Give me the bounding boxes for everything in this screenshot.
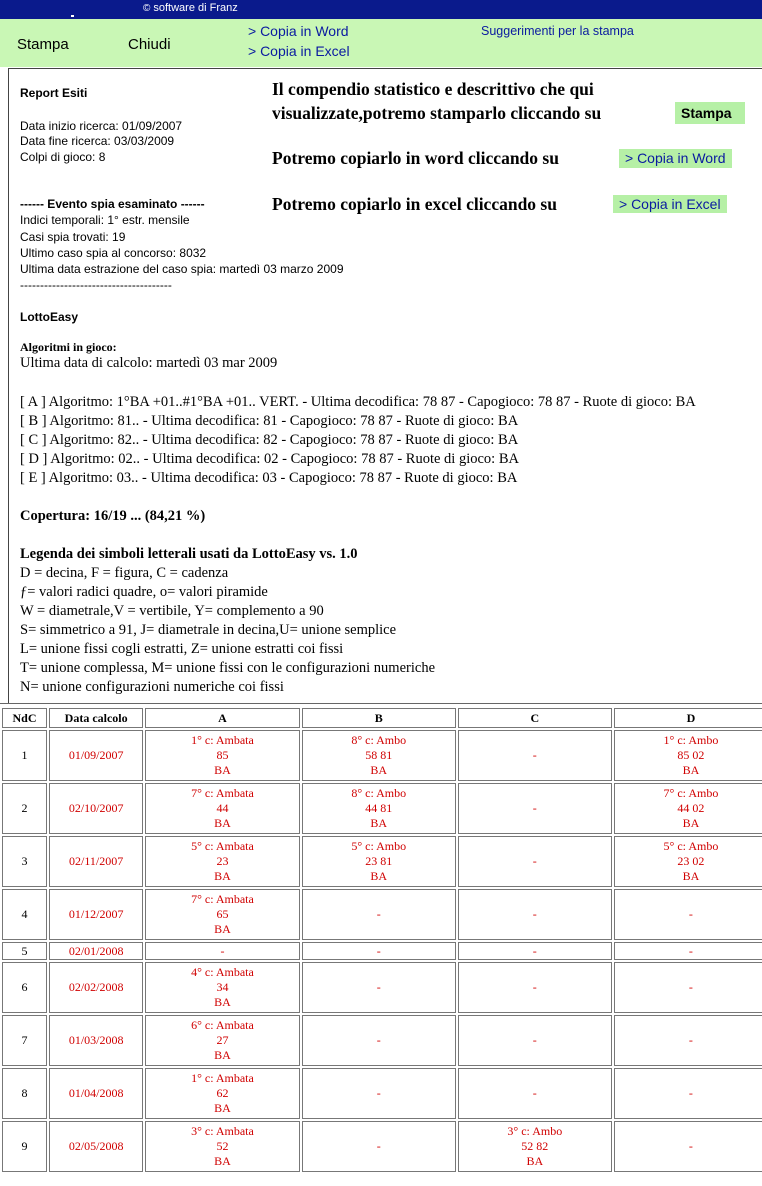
table-row [2,783,762,834]
app-name: LottoEasy [20,310,79,324]
cell-b-line: 8° c: Ambo [351,786,407,800]
cell-d-line: BA [682,816,700,830]
cell-b-line: BA [370,763,388,777]
cell-d-line: 5° c: Ambo [663,839,719,853]
info-line-1b: visualizzate,potremo stamparlo cliccando su [272,103,602,123]
cell-b-line: - [376,943,381,958]
cell-d-line: - [688,1033,693,1047]
cell-d-line: BA [682,869,700,883]
info-stampa-button[interactable]: Stampa [675,102,745,124]
info-line-3: Potremo copiarlo in excel cliccando su [272,194,557,214]
cell-c [458,1068,612,1119]
results-table-wrap [0,706,762,1174]
cell-a-line: BA [214,1101,231,1115]
cell-c-line: 3° c: Ambo [507,1124,563,1138]
cell-date: 01/12/2007 [49,889,143,940]
cell-ndc: 9 [2,1121,47,1172]
cell-c [458,1121,612,1172]
cell-a-line: 1° c: Ambata [191,733,254,747]
cell-c-line: - [532,748,537,762]
cell-ndc: 3 [2,836,47,887]
cell-date: 02/02/2008 [49,962,143,1013]
cell-a [145,1121,299,1172]
cell-b-line: - [376,980,381,994]
algoritmi-header: Algoritmi in gioco: [20,340,117,354]
cell-d [614,1068,762,1119]
cell-d-line: - [688,1139,693,1153]
info-word-button[interactable]: > Copia in Word [619,149,732,168]
cell-b-line: 23 81 [365,854,393,868]
cell-d [614,942,762,960]
cell-d-line: - [688,907,693,921]
cell-c [458,962,612,1013]
cell-a-line: 7° c: Ambata [191,892,254,906]
cell-c-line: - [532,1086,537,1100]
cell-d [614,889,762,940]
cell-c [458,942,612,960]
cell-date: 01/04/2008 [49,1068,143,1119]
indici-temporali: Indici temporali: 1° estr. mensile [20,213,190,227]
cell-b-line: 5° c: Ambo [351,839,407,853]
algoritmo-line: [ C ] Algoritmo: 82.. - Ultima decodifica: 82 - Capogioco: 78 87 - Ruote di gioco: BA [20,432,519,448]
cell-a-line: 52 [216,1139,229,1153]
cell-b [302,783,456,834]
cell-c-line: - [532,943,537,958]
cell-b-line: 8° c: Ambo [351,733,407,747]
cell-d [614,836,762,887]
table-row [2,836,762,887]
cell-d [614,783,762,834]
cell-a [145,1068,299,1119]
cell-b [302,730,456,781]
ultima-data-spia: Ultima data estrazione del caso spia: martedì 03 marzo 2009 [20,262,344,276]
data-inizio: Data inizio ricerca: 01/09/2007 [20,119,183,133]
cell-a [145,1015,299,1066]
cell-d-line: 1° c: Ambo [663,733,719,747]
cell-d-line: 23 02 [677,854,705,868]
dashes: -------------------------------------- [20,278,172,292]
table-row [2,1015,762,1066]
cell-d-line: 7° c: Ambo [663,786,719,800]
cell-a-line: 85 [216,748,229,762]
cell-c-line: - [532,1033,537,1047]
table-row [2,1068,762,1119]
cell-ndc: 2 [2,783,47,834]
legenda-line: D = decina, F = figura, C = cadenza [20,565,229,581]
cell-a [145,836,299,887]
table-row [2,889,762,940]
brand-text: software di Franz [153,2,238,14]
cell-a-line: 34 [216,980,229,994]
cell-date: 02/11/2007 [49,836,143,887]
cell-a-line: BA [214,995,231,1009]
cell-d-line: - [688,943,693,958]
legenda-header: Legenda dei simboli letterali usati da LottoEasy vs. 1.0 [20,546,358,562]
cell-ndc: 8 [2,1068,47,1119]
cell-a-line: 6° c: Ambata [191,1018,254,1032]
cell-date: 01/09/2007 [49,730,143,781]
title-bar [0,0,762,19]
toolbar [0,19,762,67]
algoritmo-line: [ B ] Algoritmo: 81.. - Ultima decodifica: 81 - Capogioco: 78 87 - Ruote di gioco: BA [20,413,519,429]
header-c: C [458,708,612,728]
evento-header: ------ Evento spia esaminato ------ [20,197,205,211]
cell-a-line: BA [214,1154,231,1168]
cell-c [458,730,612,781]
cell-a [145,889,299,940]
cell-c-line: - [532,854,537,868]
ultimo-caso: Ultimo caso spia al concorso: 8032 [20,246,207,260]
cell-a-line: 4° c: Ambata [191,965,254,979]
cell-ndc: 4 [2,889,47,940]
table-row [2,942,762,960]
cell-b [302,1121,456,1172]
copertura: Copertura: 16/19 ... (84,21 %) [20,508,206,524]
title-bar-mark [71,15,74,17]
cell-d [614,962,762,1013]
cell-a-line: BA [214,922,231,936]
header-data-calcolo: Data calcolo [49,708,143,728]
stampa-button[interactable]: Stampa [17,36,69,53]
brand-label [143,2,238,14]
cell-c-line: - [532,980,537,994]
cell-date: 02/10/2007 [49,783,143,834]
cell-a [145,730,299,781]
algoritmo-line: [ E ] Algoritmo: 03.. - Ultima decodifica: 03 - Capogioco: 78 87 - Ruote di gioco: BA [20,470,518,486]
cell-a [145,962,299,1013]
results-table [0,706,762,1174]
cell-a-line: - [220,943,225,958]
algoritmo-line: [ A ] Algoritmo: 1°BA +01..#1°BA +01.. VERT. - Ultima decodifica: 78 87 - Capogioco: 78 87 - Ruote di gioco: BA [20,394,696,410]
cell-a-line: 65 [216,907,229,921]
algoritmi-ultima-data: Ultima data di calcolo: martedì 03 mar 2009 [20,355,278,371]
cell-a-line: BA [214,763,231,777]
header-b: B [302,708,456,728]
cell-b [302,962,456,1013]
cell-c-line: - [532,801,537,815]
cell-a-line: 27 [216,1033,229,1047]
legenda-line: N= unione configurazioni numeriche coi fissi [20,679,284,695]
report-title: Report Esiti [20,86,88,100]
copia-word-link[interactable]: > Copia in Word [248,23,349,39]
cell-date: 02/01/2008 [49,942,143,960]
table-header-row [2,708,762,728]
cell-d [614,1015,762,1066]
data-fine: Data fine ricerca: 03/03/2009 [20,134,175,148]
cell-d-line: - [688,980,693,994]
table-row [2,1121,762,1172]
cell-a-line: 62 [216,1086,229,1100]
cell-d-line: 85 02 [677,748,705,762]
header-a: A [145,708,299,728]
cell-b [302,1015,456,1066]
cell-d [614,730,762,781]
cell-ndc: 5 [2,942,47,960]
suggerimenti-link[interactable]: Suggerimenti per la stampa [481,24,634,38]
algoritmo-line: [ D ] Algoritmo: 02.. - Ultima decodifica: 02 - Capogioco: 78 87 - Ruote di gioco: BA [20,451,519,467]
cell-d-line: 44 02 [677,801,705,815]
cell-a-line: 23 [216,854,229,868]
cell-a [145,783,299,834]
cell-b-line: - [376,907,381,921]
cell-c [458,1015,612,1066]
table-row [2,962,762,1013]
cell-date: 02/05/2008 [49,1121,143,1172]
cell-c-line: BA [526,1154,544,1168]
cell-d-line: - [688,1086,693,1100]
cell-a-line: BA [214,869,231,883]
cell-b [302,889,456,940]
info-line-1a: Il compendio statistico e descrittivo che qui [272,79,594,99]
colpi-gioco: Colpi di gioco: 8 [20,150,106,164]
cell-a-line: 5° c: Ambata [191,839,254,853]
cell-ndc: 6 [2,962,47,1013]
legenda-line: T= unione complessa, M= unione fissi con le configurazioni numeriche [20,660,435,676]
legenda-line: W = diametrale,V = vertibile, Y= complemento a 90 [20,603,324,619]
cell-a-line: 44 [216,801,229,815]
info-excel-button[interactable]: > Copia in Excel [613,195,727,213]
cell-b-line: - [376,1033,381,1047]
cell-b-line: 58 81 [365,748,393,762]
legenda-line: S= simmetrico a 91, J= diametrale in decina,U= unione semplice [20,622,397,638]
chiudi-button[interactable]: Chiudi [128,36,171,53]
info-line-2: Potremo copiarlo in word cliccando su [272,148,559,168]
casi-spia: Casi spia trovati: 19 [20,230,126,244]
report-panel [8,68,762,704]
cell-b-line: - [376,1139,381,1153]
cell-b-line: BA [370,869,388,883]
cell-c [458,836,612,887]
cell-c-line: 52 82 [521,1139,549,1153]
cell-b [302,1068,456,1119]
cell-c-line: - [532,907,537,921]
header-d: D [614,708,762,728]
cell-d [614,1121,762,1172]
cell-a-line: 3° c: Ambata [191,1124,254,1138]
table-body [2,730,762,1172]
cell-a-line: BA [214,816,231,830]
cell-a-line: 7° c: Ambata [191,786,254,800]
cell-d-line: BA [682,763,700,777]
copyright-icon: © [143,3,151,14]
table-row [2,730,762,781]
cell-a-line: 1° c: Ambata [191,1071,254,1085]
cell-c [458,783,612,834]
cell-c [458,889,612,940]
cell-b [302,836,456,887]
cell-b-line: BA [370,816,388,830]
cell-b-line: - [376,1086,381,1100]
cell-a-line: BA [214,1048,231,1062]
legenda-line: ƒ= valori radici quadre, o= valori piramide [20,584,268,600]
copia-excel-link[interactable]: > Copia in Excel [248,43,350,59]
legenda-line: L= unione fissi cogli estratti, Z= unione estratti coi fissi [20,641,344,657]
header-ndc: NdC [2,708,47,728]
cell-date: 01/03/2008 [49,1015,143,1066]
cell-b [302,942,456,960]
cell-a [145,942,299,960]
cell-b-line: 44 81 [365,801,393,815]
cell-ndc: 1 [2,730,47,781]
cell-ndc: 7 [2,1015,47,1066]
